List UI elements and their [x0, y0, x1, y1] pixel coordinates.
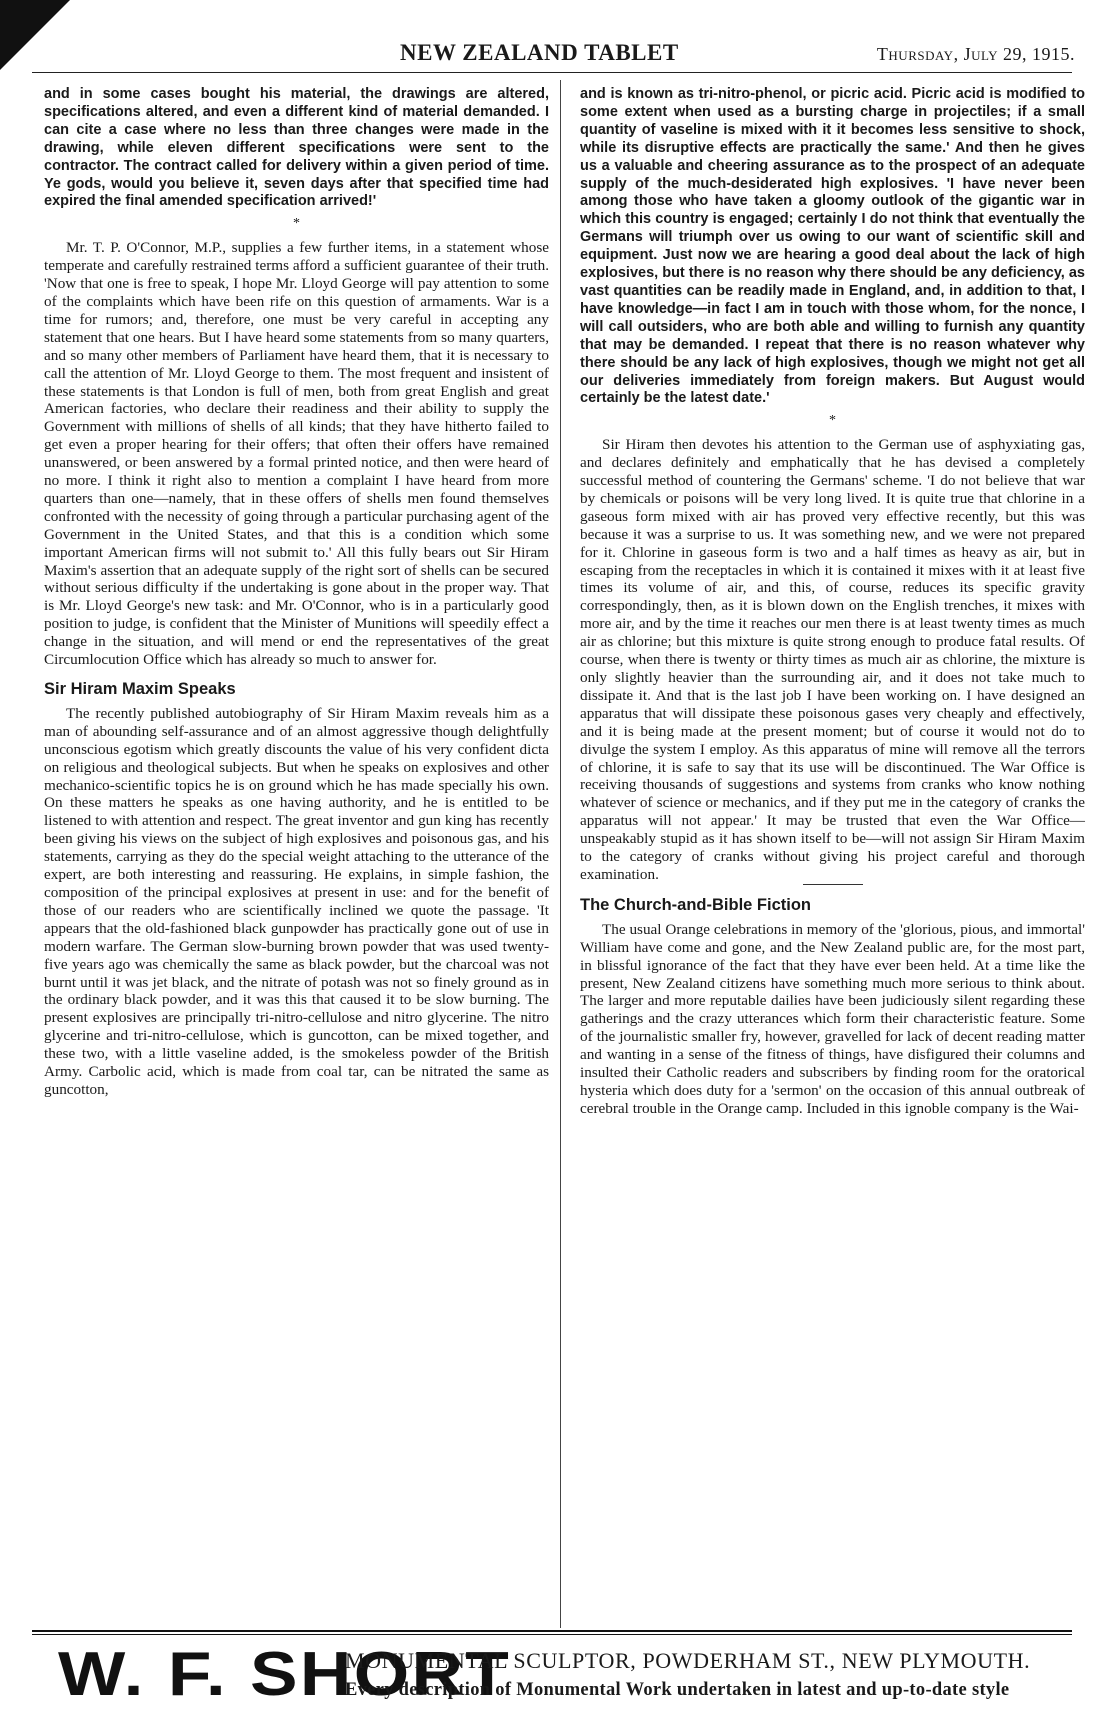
page-header: [30, 40, 1075, 70]
left-column: [44, 86, 549, 1099]
left-paragraph-2: Mr. T. P. O'Connor, M.P., supplies a few further items, in a statement whose temperate and carefully restrained terms afford a sufficient guarantee of their truth. 'Now that one is free to speak, I hope Mr. Lloyd George will pay attention to some of the complaints which have been rife on this question of armaments. War is a time for rumors; and, therefore, one must be very careful in accepting any statement that one hears. But I have heard some statements from so many quarters, and so many other members of Parliament have heard them, that it is necessary to call the attention of Mr. Lloyd George to them. The most frequent and insistent of these statements is that London is full of men, both from great English and great American factories, who declare their readiness and their ability to supply the Government with millions of shells of all kinds; that they have hitherto failed to get even a proper hearing for their offers; that often their offers have remained unanswered, or been answered by a formal printed notice, and then were heard of no more. I think it right also to mention a complaint I have heard from more quarters than one—namely, that in these offers of shells men found themselves confronted with the necessity of going through a particular purchasing agent of the Government in the United States, and that this is a condition which some important American firms will not submit to.' All this fully bears out Sir Hiram Maxim's assertion that an adequate supply of the right sort of shells can be secured without serious difficulty if the undertaking is gone about in the proper way. That is Mr. Lloyd George's new task: and Mr. O'Connor, who is in a particularly good position to judge, is confident that the Minister of Munitions will speedily effect a change in the situation, and will mend or end the representatives of the great Circumlocution Office which has already so much to answer for.: [44, 239, 549, 669]
footer-rule-thick: [32, 1630, 1072, 1632]
advertisement-line-2: Every description of Monumental Work undertaken in latest and up-to-date style: [345, 1680, 1010, 1700]
right-column: [580, 86, 1085, 1118]
column-divider: [560, 80, 561, 1628]
masthead-title: NEW ZEALAND TABLET: [400, 40, 679, 65]
right-paragraph-2: Sir Hiram then devotes his attention to the German use of asphyxiating gas, and declares definitely and emphatically that he has devised a completely successful method of countering the Germans' scheme. 'I do not believe that war by chemicals or poisons will be very long lived. It is quite true that chlorine in a gaseous form mixed with air has proved very effective recently, but this was because it was a surprise to us. It was something new, and we were not prepared for it. Chlorine in gaseous form is two and a half times as heavy as air, but in escaping from the receptacles in which it is contained it mixes with it at least five times its volume of air, and this, of course, reduces its specific gravity correspondingly, then, as it is blown down on the English trenches, it mixes with more air, and by the time it reaches our men there is at least twenty times as much air as chlorine; but this mixture is quite strong enough to produce fatal results. Of course, when there is twenty or thirty times as much air as chlorine, the mixture is only slightly heavier than the surrounding air, and it does not take much to dissipate it. And that is the last job I have been working on. I have designed an apparatus that will dissipate these poisonous gases very cheaply and effectively, and it is being made at the present moment; but of course it would not do to divulge the system I employ. As this apparatus of mine will remove all the terrors of chlorine, it is safe to say that its use will be discontinued. The War Office is receiving thousands of suggestions and systems from cranks who know nothing whatever of science or mechanics, and if they put me in the category of cranks the apparatus will not appear.' It may be trusted that even the War Office—unspeakably stupid as it has shown itself to be—will not assign Sir Hiram Maxim to the category of cranks without giving his project careful and thorough examination.: [580, 436, 1085, 883]
right-paragraph-3: The usual Orange celebrations in memory of the 'glorious, pious, and immortal' William have come and gone, and the New Zealand public are, for the most part, in blissful ignorance of the fact that they have ever been held. At a time like the present, New Zealand citizens have something much more serious to think about. The larger and more reputable dailies have been judiciously silent regarding these gatherings and the crazy utterances which form their characteristic feature. Some of the journalistic smaller fry, however, gravelled for lack of decent reading matter and wanting in a sense of the fitness of things, have disfigured their columns and insulted their Catholic readers and subscribers by finding room for the oratorical hysteria which does duty for a 'sermon' on the occasion of this annual outbreak of cerebral trouble in the Orange camp. Included in this ignoble company is the Wai-: [580, 920, 1085, 1117]
right-paragraph-1: and is known as tri-nitro-phenol, or picric acid. Picric acid is modified to some extent when used as a bursting charge in projectiles; if a small quantity of vaseline is mixed with it it becomes less sensitive to shock, while its disruptive effects are practically the same.' And then he gives us a valuable and cheering assurance as to the prospect of an adequate supply of the much-desiderated high explosives. 'I have never been among those who have taken a gloomy outlook of the gigantic war in which this country is engaged; certainly I do not think that eventually the Germans will triumph over us owing to our want of scientific skill and equipment. Just now we are hearing a good deal about the lack of high explosives, but there is no reason why there should be any deficiency, as vast quantities can be readily made in England, and, in addition to that, I have knowledge—in fact I am in touch with those whom, for the nonce, I will call outsiders, who are both able and willing to furnish any quantity that may be demanded. I repeat that there is no reason whatever why there should be any lack of high explosives, though we might not get all our deliveries immediately from foreign makers. But August would certainly be the latest date.': [580, 86, 1085, 407]
left-paragraph-3: The recently published autobiography of Sir Hiram Maxim reveals him as a man of abounding self-assurance and of an almost aggressive though delightfully unconscious egotism which greatly discounts the value of his very confident dicta on religious and theological subjects. But when he speaks on explosives and other mechanico-scientific topics he is on ground which he has made specially his own. On these matters he speaks as one having authority, and he is entitled to be listened to with attention and respect. The great inventor and gun king has recently been giving his views on the subject of high explosives and poisonous gas, and his statements, carrying as they do the special weight attaching to the utterance of the expert, are both interesting and reassuring. He explains, in simple fashion, the composition of the principal explosives at present in use: and for the benefit of those of our readers who are scientifically inclined we quote the passage. 'It appears that the old-fashioned black gunpowder has practically gone out of use in modern warfare. The German slow-burning brown powder that was used twenty-five years ago was chemically the same as black powder, but the charcoal was not burnt until it was jet black, and the nitrate of potash was not so finely ground as in the ordinary black powder, and it was this that caused it to be slow burning. The present explosives are principally tri-nitro-cellulose and nitro glycerine. The nitro glycerine and tri-nitro-cellulose, which is guncotton, can be mixed together, and these two, with a little vaseline added, is the smokeless powder of the British Army. Carbolic acid, which is made from coal tar, can be nitrated the same as guncotton,: [44, 704, 549, 1098]
section-star: *: [293, 216, 300, 232]
footer-rule-thin: [32, 1634, 1072, 1635]
section-heading-maxim: Sir Hiram Maxim Speaks: [44, 680, 236, 698]
advertisement-line-1: MONUMENTAL SCULPTOR, POWDERHAM ST., NEW PLYMOUTH.: [345, 1648, 1031, 1673]
issue-date: Thursday, July 29, 1915.: [876, 44, 1075, 64]
left-paragraph-1: and in some cases bought his material, the drawings are altered, specifications altered, and even a different kind of material demanded. I can cite a case where no less than three changes were made in the drawing, while eleven different specifications were sent to the contractor. The contract called for delivery within a given period of time. Ye gods, would you believe it, seven days after that specified time had expired the final amended specification arrived!': [44, 86, 549, 210]
header-rule: [32, 72, 1072, 73]
advertiser-logo: W. F. SHORT: [58, 1640, 512, 1709]
section-star: *: [829, 413, 836, 429]
section-rule: [803, 884, 863, 885]
section-heading-church: The Church-and-Bible Fiction: [580, 895, 811, 914]
